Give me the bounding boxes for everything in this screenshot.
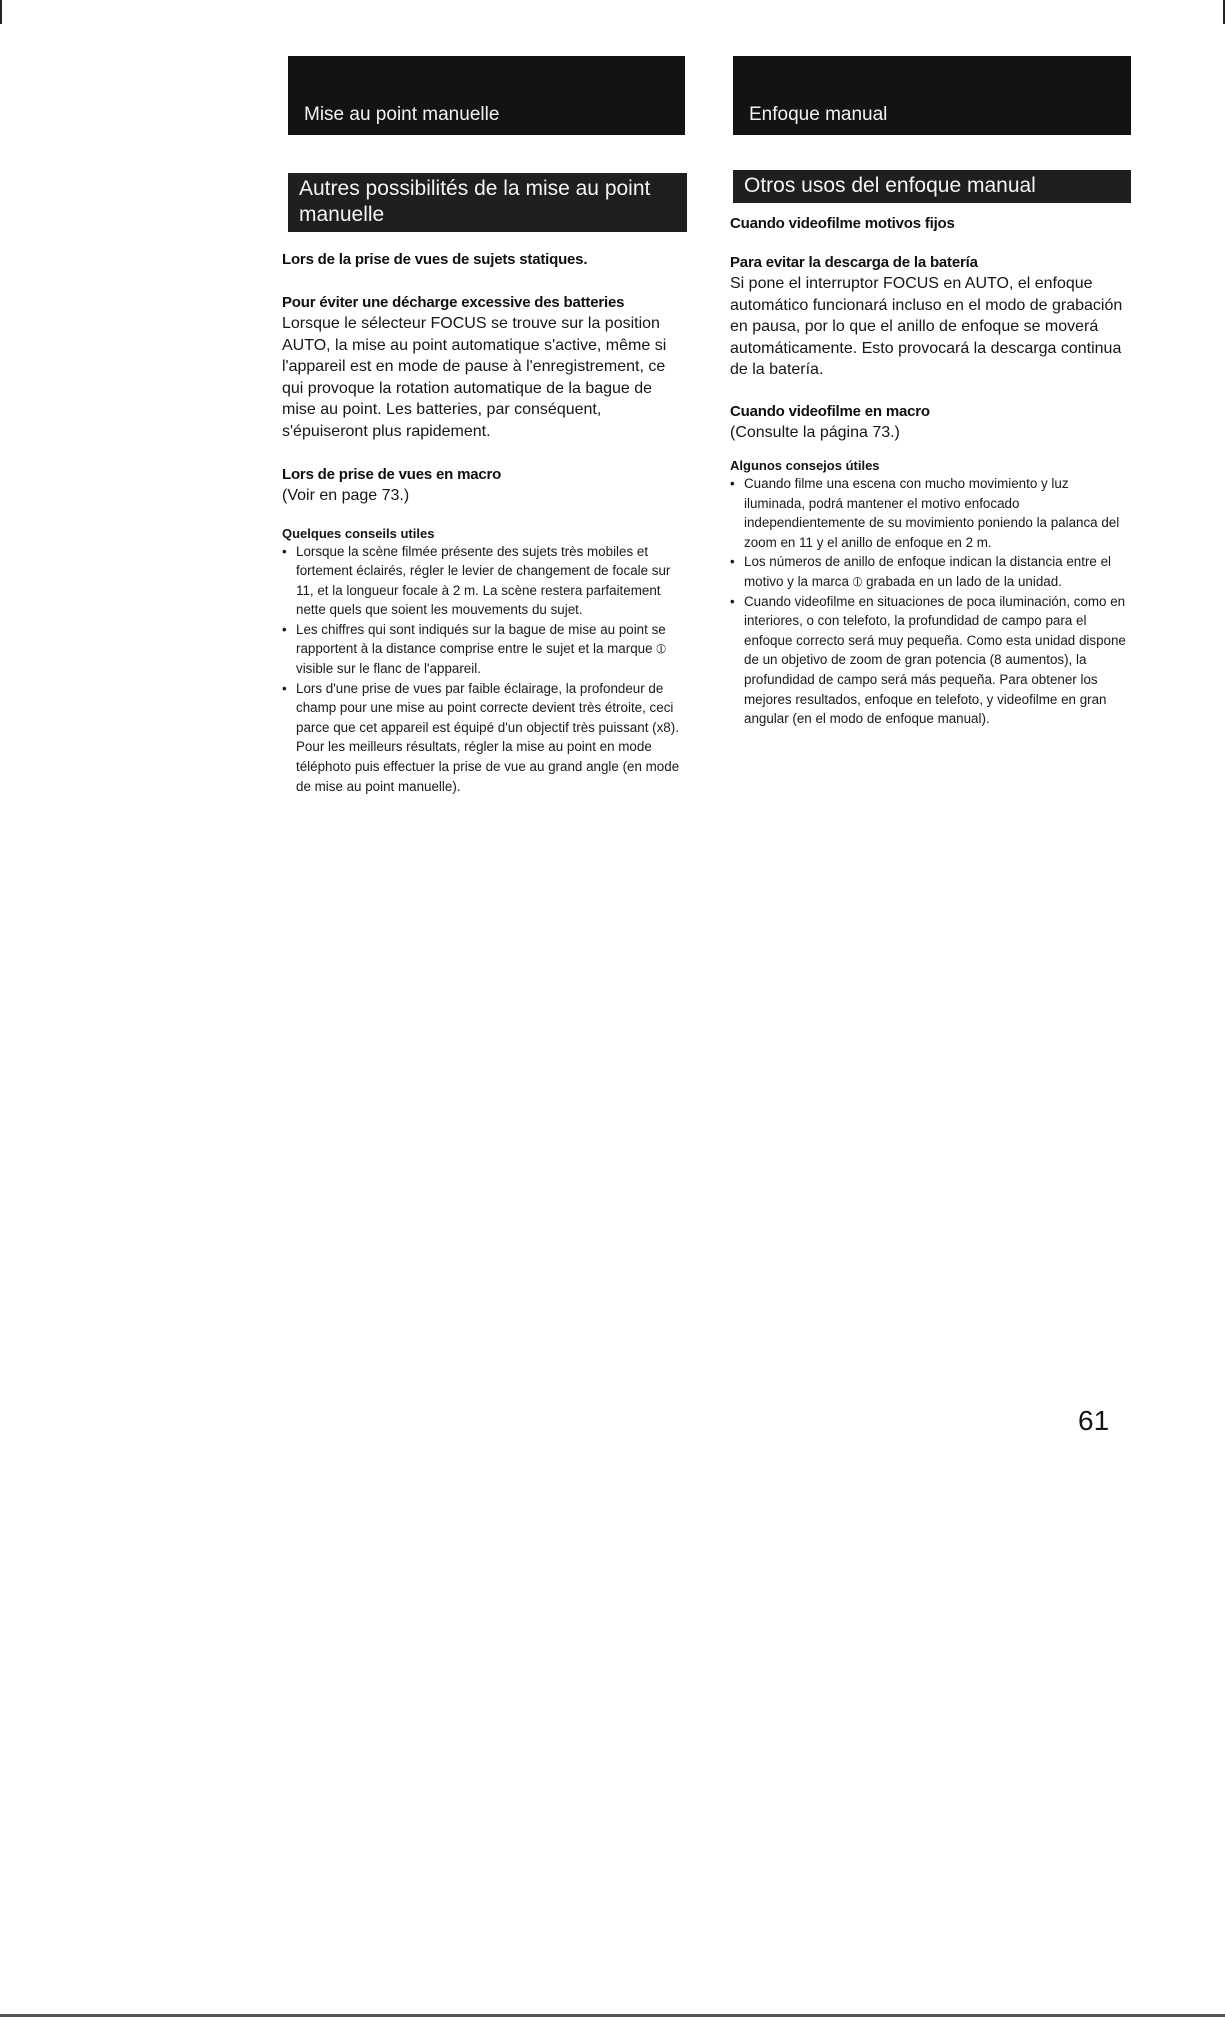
french-tips-title: Quelques conseils utiles — [282, 525, 435, 541]
french-header-bar — [288, 56, 685, 135]
spanish-macro-heading: Cuando videofilme en macro — [730, 402, 930, 420]
french-battery-text: Lorsque le sélecteur FOCUS se trouve sur la position AUTO, la mise au point automatique s'active, même si l'appareil est en mode de pause à l'enregistrement, ce qui provoque la rotation automatique de la bague de mise au point. Les batteries, par conséquent, s'épuiseront plus rapidement. — [282, 315, 667, 440]
spanish-tip-item — [730, 592, 1131, 729]
spanish-tip-text: Cuando videofilme en situaciones de poca iluminación, como en interiores, o con telefoto, la profundidad de campo para el enfoque correcto será muy pequeña. Como esta unidad dispone de un objetivo de zoom de gran potencia (8 aumentos), la profundidad de campo será más pequeña. Para obtener los mejores resultados, enfoque en telefoto, y videofilme en gran angular (en el modo de enfoque manual). — [744, 593, 1126, 727]
spanish-tip-item — [730, 552, 1131, 591]
spanish-tip-text: Los números de anillo de enfoque indican la distancia entre el motivo y la marca ⦶ grabada en un lado de la unidad. — [744, 554, 1112, 589]
bullet-icon: • — [282, 621, 287, 637]
french-tip-item — [282, 542, 687, 620]
french-header-title: Mise au point manuelle — [304, 104, 500, 125]
spanish-macro-text: (Consulte la página 73.) — [730, 423, 900, 441]
bullet-icon: • — [730, 593, 735, 609]
spanish-header-title: Enfoque manual — [749, 104, 888, 125]
french-macro-text: (Voir en page 73.) — [282, 487, 410, 504]
spanish-battery-text: Si pone el interruptor FOCUS en AUTO, el enfoque automático funcionará incluso en el modo de grabación en pausa, por lo que el anillo de enfoque se moverá automáticamente. Esto provocará la descarga continua de la batería. — [730, 275, 1123, 378]
french-battery-heading: Pour éviter une décharge excessive des batteries — [282, 294, 625, 311]
page-number: 61 — [1078, 1405, 1110, 1436]
bullet-icon: • — [282, 543, 287, 559]
french-tip-text: Lors d'une prise de vues par faible éclairage, la profondeur de champ pour une mise au point correcte devient très étroite, ceci parce que cet appareil est équipé d'un objectif très puissant (x8). Pour les meilleurs résultats, régler la mise au point en mode téléphoto puis effectuer la prise de vue au grand angle (en mode de mise au point manuelle). — [296, 680, 680, 794]
french-section-title: Autres possibilités de la mise au point manuelle — [288, 173, 687, 232]
french-tip-item — [282, 620, 687, 679]
french-column — [282, 56, 687, 796]
bullet-icon: • — [730, 554, 735, 570]
spanish-tip-item — [730, 474, 1131, 552]
spanish-tip-text: Cuando filme una escena con mucho movimiento y luz iluminada, podrá mantener el motivo enfocado independientemente de su movimiento poniendo la palanca del zoom en 11 y el anillo de enfoque en 2 m. — [744, 476, 1120, 550]
french-tip-text: Les chiffres qui sont indiqués sur la bague de mise au point se rapportent à la distance comprise entre le sujet et la marque ⦶ visible sur le flanc de l'appareil. — [296, 621, 666, 677]
spanish-static-subjects-heading: Cuando videofilme motivos fijos — [730, 215, 955, 232]
french-tips-list — [282, 542, 687, 797]
spanish-battery-heading: Para evitar la descarga de la batería — [730, 254, 978, 271]
bullet-icon: • — [730, 476, 735, 491]
bullet-icon: • — [282, 680, 287, 696]
spanish-column — [730, 56, 1131, 729]
french-tip-text: Lorsque la scène filmée présente des sujets très mobiles et fortement éclairés, régler le levier de changement de focale sur 11, et la longueur focale à 2 m. La scène restera parfaitement nette quels que soient les mouvements du sujet. — [296, 543, 671, 618]
left-edge-rule — [0, 0, 2, 24]
french-static-subjects-heading: Lors de la prise de vues de sujets statiques. — [282, 251, 588, 268]
spanish-header-bar — [733, 56, 1131, 135]
spanish-tips-list — [730, 474, 1131, 729]
spanish-tips-title: Algunos consejos útiles — [730, 458, 880, 473]
french-tip-item — [282, 679, 687, 797]
spanish-section-title: Otros usos del enfoque manual — [733, 170, 1131, 203]
french-macro-heading: Lors de prise de vues en macro — [282, 466, 502, 483]
